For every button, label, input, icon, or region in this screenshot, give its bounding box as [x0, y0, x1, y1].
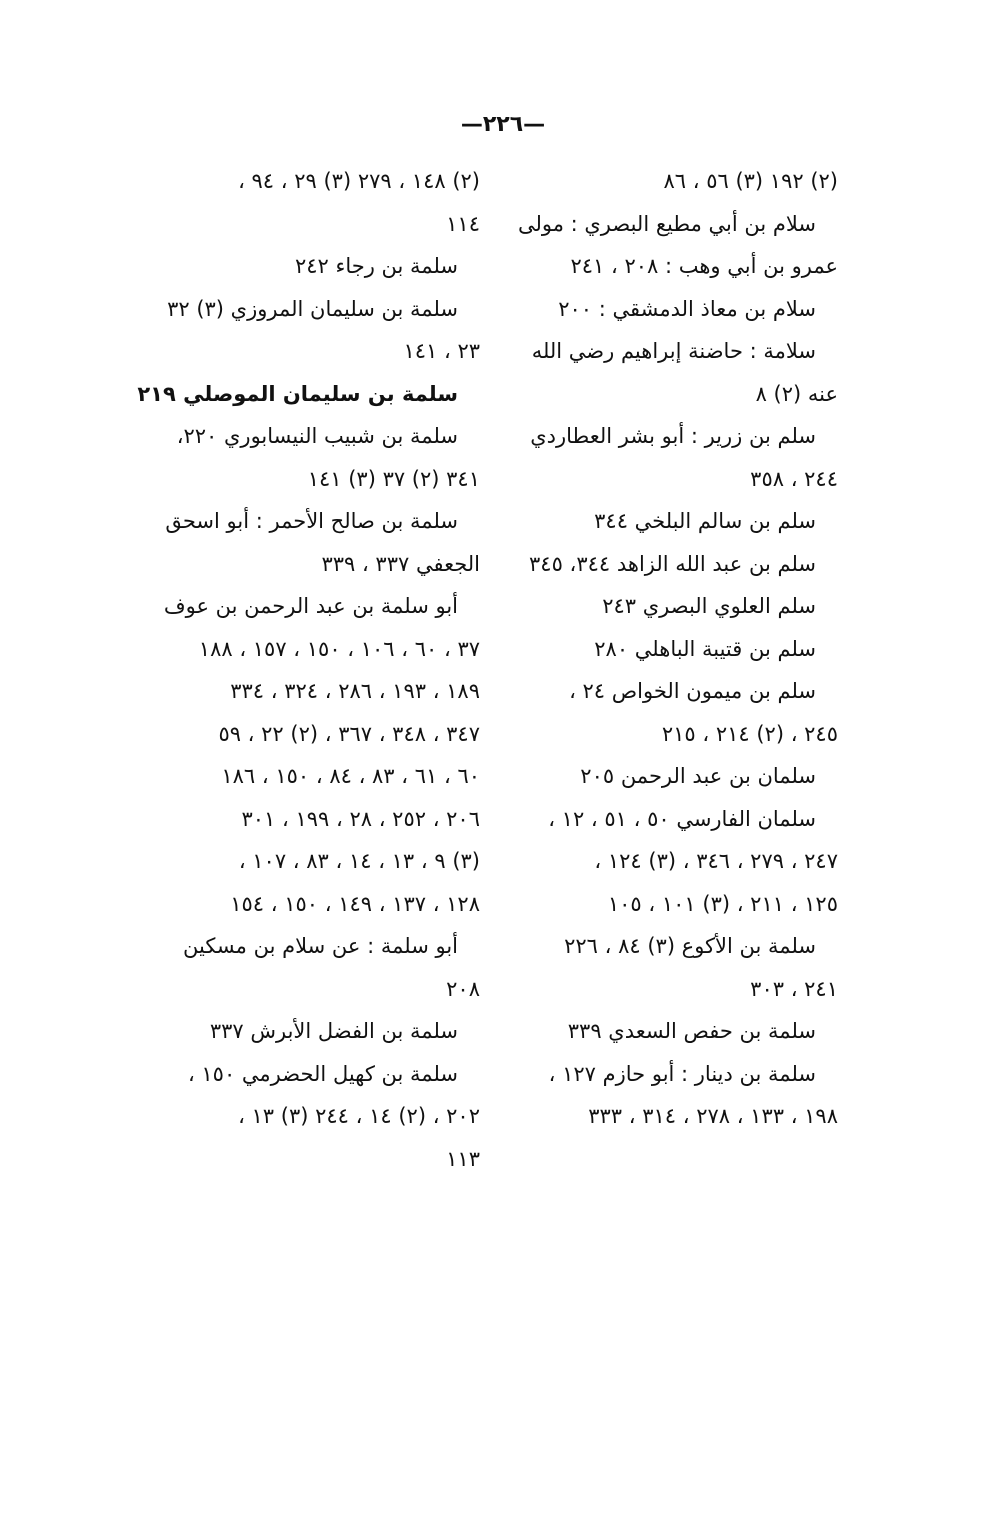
index-entry-line: سلمة بن شبيب النيسابوري ٢٢٠،: [176, 424, 458, 448]
index-entry-line: ٣٤٧ ، ٣٤٨ ، ٣٦٧ ، (٢) ٢٢ ، ٥٩: [218, 721, 480, 746]
index-entry-line: ٢٠٨: [446, 976, 480, 1001]
index-entry-line: سلم بن ميمون الخواص ٢٤ ،: [569, 679, 816, 703]
index-entry-line: ٦٠ ، ٦١ ، ٨٣ ، ٨٤ ، ١٥٠ ، ١٨٦: [221, 764, 480, 788]
index-entry-line: (٢) ١٤٨ ، ٢٧٩ (٣) ٢٩ ، ٩٤ ،: [238, 169, 480, 193]
index-entry-line: سلمة بن كهيل الحضرمي ١٥٠ ،: [187, 1061, 458, 1086]
index-entry-line: (٢) ١٩٢ (٣) ٥٦ ، ٨٦: [663, 169, 838, 193]
index-entry-line: سلم بن زرير : أبو بشر العطاردي: [530, 424, 816, 448]
index-entry-line: سلمان الفارسي ٥٠ ، ٥١ ، ١٢ ،: [548, 806, 816, 831]
index-entry-line: ١٢٥ ، ٢١١ ، (٣) ١٠١ ، ١٠٥: [607, 891, 838, 916]
index-entry-line: سلمة بن سليمان المروزي (٣) ٣٢: [167, 296, 458, 321]
left-column: [137, 160, 480, 1180]
index-entry-line: سلمة بن دينار : أبو حازم ١٢٧ ،: [548, 1061, 816, 1086]
index-entry-line: سلم بن سالم البلخي ٣٤٤: [594, 509, 816, 533]
index-entry-line: ١٩٨ ، ١٣٣ ، ٢٧٨ ، ٣١٤ ، ٣٣٣: [588, 1104, 838, 1128]
index-entry-line: (٣) ٩ ، ١٣ ، ١٤ ، ٨٣ ، ١٠٧ ،: [238, 849, 480, 873]
index-entry-line: ١١٤: [446, 211, 480, 236]
index-entry-line: ٢٤٧ ، ٢٧٩ ، ٣٤٦ ، (٣) ١٢٤ ،: [594, 849, 838, 873]
index-entry-line: ٢٤١ ، ٣٠٣: [750, 976, 838, 1001]
index-entry-line: أبو سلمة بن عبد الرحمن بن عوف: [163, 594, 458, 618]
page-number: —٢٢٦—: [460, 112, 546, 137]
index-entry-line: سلمة بن الفضل الأبرش ٣٣٧: [209, 1019, 458, 1043]
index-entry-line: سلمان بن عبد الرحمن ٢٠٥: [580, 764, 816, 788]
index-entry-line: سلمة بن سليمان الموصلي ٢١٩: [137, 381, 458, 406]
index-entry-line: سلمة بن حفص السعدي ٣٣٩: [567, 1019, 816, 1043]
index-entry-line: سلم بن عبد الله الزاهد ٣٤٤، ٣٤٥: [529, 551, 816, 576]
index-entry-line: الجعفي ٣٣٧ ، ٣٣٩: [321, 551, 480, 576]
index-entry-line: سلام بن أبي مطيع البصري : مولى: [517, 211, 816, 236]
index-entry-line: ٢٣ ، ١٤١: [403, 339, 480, 363]
index-entry-line: ٢٤٤ ، ٣٥٨: [750, 466, 838, 491]
index-entry-line: سلم العلوي البصري ٢٤٣: [602, 594, 816, 618]
index-entry-line: ١٨٩ ، ١٩٣ ، ٢٨٦ ، ٣٢٤ ، ٣٣٤: [230, 679, 480, 703]
index-entry-line: ٢٤٥ ، (٢) ٢١٤ ، ٢١٥: [661, 721, 838, 746]
index-entry-line: ١٢٨ ، ١٣٧ ، ١٤٩ ، ١٥٠ ، ١٥٤: [230, 891, 480, 916]
index-entry-line: سلمة بن صالح الأحمر : أبو اسحق: [165, 509, 458, 533]
index-entry-line: عنه (٢) ٨: [755, 381, 838, 406]
index-entry-line: ١١٣: [446, 1146, 480, 1171]
index-entry-line: سلمة بن رجاء ٢٤٢: [294, 254, 458, 278]
index-entry-line: سلم بن قتيبة الباهلي ٢٨٠: [594, 636, 816, 661]
index-entry-line: سلامة : حاضنة إبراهيم رضي الله: [531, 339, 816, 363]
index-entry-line: أبو سلمة : عن سلام بن مسكين: [183, 934, 458, 958]
index-entry-line: ٣٧ ، ٦٠ ، ١٠٦ ، ١٥٠ ، ١٥٧ ، ١٨٨: [198, 636, 480, 661]
index-entry-line: ٢٠٢ ، (٢) ١٤ ، ٢٤٤ (٣) ١٣ ،: [238, 1104, 480, 1128]
right-column: [517, 160, 838, 1138]
index-entry-line: عمرو بن أبي وهب : ٢٠٨ ، ٢٤١: [570, 254, 838, 278]
index-entry-line: ٢٠٦ ، ٢٥٢ ، ٢٨ ، ١٩٩ ، ٣٠١: [241, 806, 480, 831]
index-entry-line: سلمة بن الأكوع (٣) ٨٤ ، ٢٢٦: [564, 934, 816, 958]
index-entry-line: سلام بن معاذ الدمشقي : ٢٠٠: [558, 296, 816, 321]
index-entry-line: ٣٤١ (٢) ٣٧ (٣) ١٤١: [307, 466, 480, 491]
